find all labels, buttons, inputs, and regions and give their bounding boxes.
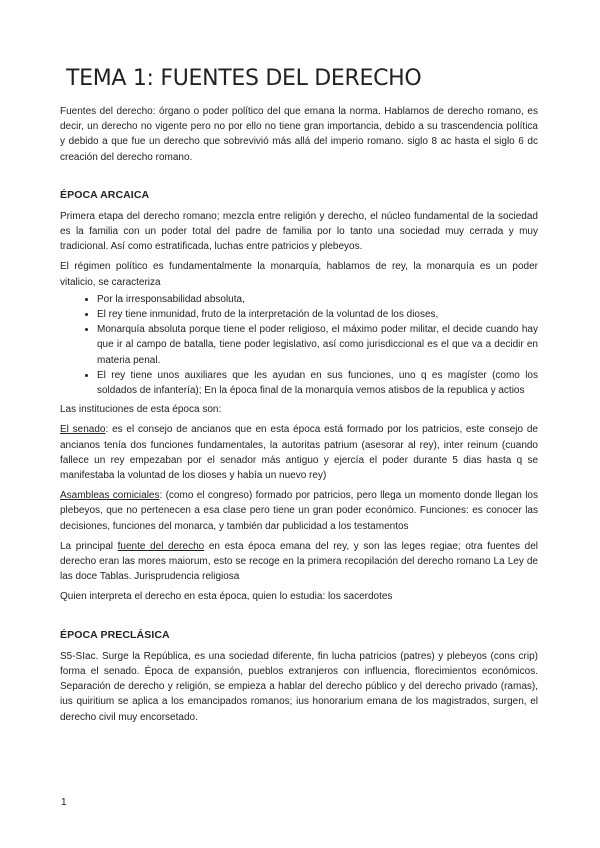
senado-text: : es el consejo de ancianos que en esta época está formado por los patricios, este consejo de ancianos tenía dos funciones fundamentales, la autoritas patrium (asesorar al rey), inter reinum (cuando fallece un rey empezaban por el senador más antiguo y ejercía el poder durante 5 dias hasta q se manifestaba la voluntad de los dioses y había un nuevo rey) bbox=[60, 424, 538, 482]
arcaica-paragraph-2: El régimen político es fundamentalmente la monarquía, hablamos de rey, la monarquía es un poder vitalicio, se caracteriza bbox=[60, 261, 538, 288]
asambleas-paragraph bbox=[60, 488, 538, 534]
senado-paragraph bbox=[60, 422, 538, 483]
list-item: • El rey tiene unos auxiliares que les ayudan en sus funciones, uno q es magíster (como los soldados de infantería); En la época final de la monarquía vemos atisbos de la republica y actios bbox=[97, 368, 538, 398]
section-heading-preclasica: ÉPOCA PRECLÁSICA bbox=[60, 628, 170, 641]
arcaica-paragraph-1: Primera etapa del derecho romano; mezcla entre religión y derecho, el núcleo fundamental de la sociedad es la familia con un poder total del padre de familia por lo tanto una sociedad muy cerrada y muy tradicional. Así como estratificada, luchas entre patricios y plebeyos. bbox=[60, 210, 538, 253]
fuente-term: fuente del derecho bbox=[117, 540, 205, 552]
section-heading-arcaica: ÉPOCA ARCAICA bbox=[60, 188, 150, 201]
fuente-text: en esta época emana del rey, y son las leges regiae; otra fuentes del derecho eran las mores maiorum, esto se recoge en la primera recopilación del derecho romano La Ley de las doce Tablas. Jurisprudencia religiosa bbox=[60, 540, 538, 583]
list-item: • Monarquía absoluta porque tiene el poder religioso, el máximo poder militar, el decide cuando hay que ir al campo de batalla, tiene poder legislativo, así como jurisdiccional es el que va a decidir en materia penal. bbox=[97, 322, 538, 368]
characteristics-list bbox=[60, 292, 538, 398]
list-item: • Por la irresponsabilidad absoluta, bbox=[97, 292, 538, 307]
asambleas-text: : (como el congreso) formado por patricios, pero llega un momento donde llegan los plebeyos, que no pertenecen a esa clase pero tiene un gran poder económico. Funciones: es conocer las decisiones, funciones del monarca, y también dar publicidad a los testamentos bbox=[60, 490, 538, 532]
fuente-pre: La principal bbox=[60, 540, 118, 552]
institutions-intro: Las instituciones de esta época son: bbox=[60, 404, 222, 416]
page-number: 1 bbox=[61, 797, 67, 808]
interpreta-paragraph: Quien interpreta el derecho en esta época, quien lo estudia: los sacerdotes bbox=[60, 591, 393, 603]
preclasica-paragraph: S5-SIac. Surge la República, es una sociedad diferente, fin lucha patricios (patres) y plebeyos (cons crip) forma el senado. Época de expansión, pueblos extranjeros con influencia, florecimientos económicos. Separación de derecho y religión, se empieza a hablar del derecho público y del derecho privado (ramas), ius quiritium se aplica a los emancipados romanos; ius honorarium emana de los magistrados, surgen, el derecho civil muy encorsetado. bbox=[60, 650, 538, 723]
intro-paragraph: Fuentes del derecho: órgano o poder político del que emana la norma. Hablamos de derecho romano, es decir, un derecho no vigente pero no por ello no tiene gran importancia, debido a su trascendencia política y debido a que fue un derecho que sobrevivió más allá del imperio romano. siglo 8 ac hasta el siglo 6 dc creación del derecho romano. bbox=[60, 106, 538, 163]
fuente-paragraph bbox=[60, 539, 538, 585]
senado-term: El senado bbox=[60, 424, 106, 436]
page-title: TEMA 1: FUENTES DEL DERECHO bbox=[66, 66, 422, 91]
asambleas-term: Asambleas comiciales bbox=[60, 490, 160, 502]
list-item: • El rey tiene inmunidad, fruto de la interpretación de la voluntad de los dioses, bbox=[97, 307, 538, 322]
document-page bbox=[60, 66, 538, 725]
